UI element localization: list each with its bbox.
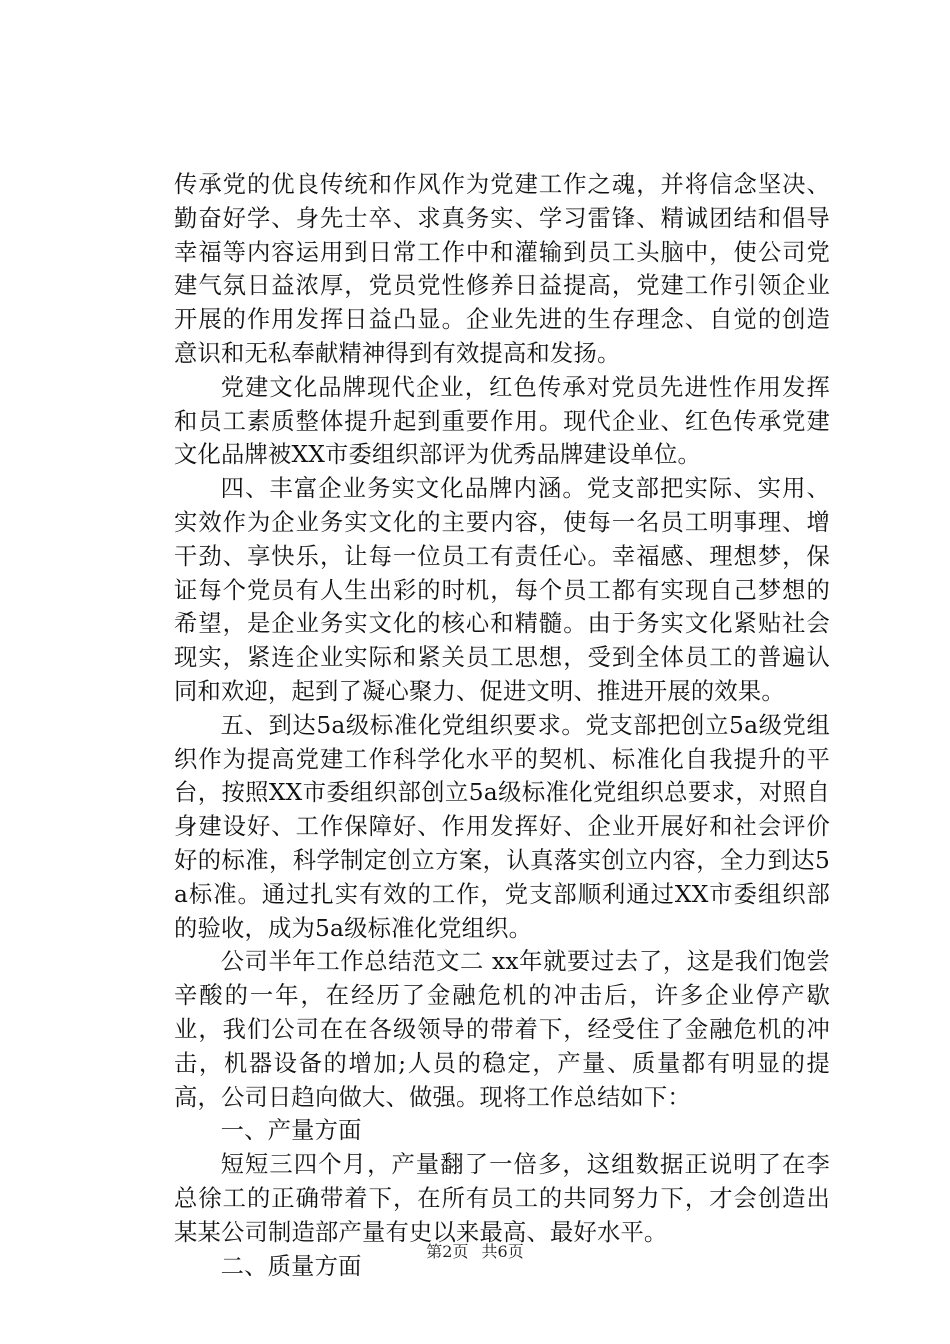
page-number: 第2页	[426, 1242, 469, 1261]
page-footer	[0, 1242, 950, 1262]
paragraph-3: 四、丰富企业务实文化品牌内涵。党支部把实际、实用、实效作为企业务实文化的主要内容，使每一名员工明事理、增干劲、享快乐，让每一位员工有责任心。幸福感、理想梦，保证每个党员有人生出彩的时机，每个员工都有实现自己梦想的希望，是企业务实文化的核心和精髓。由于务实文化紧贴社会现实，紧连企业实际和紧关员工思想，受到全体员工的普遍认同和欢迎，起到了凝心聚力、促进文明、推进开展的效果。	[174, 475, 830, 705]
section-heading-quality: 二、质量方面	[220, 1252, 362, 1280]
section-heading-output: 一、产量方面	[220, 1117, 362, 1145]
paragraph-2: 党建文化品牌现代企业，红色传承对党员先进性作用发挥和员工素质整体提升起到重要作用。现代企业、红色传承党建文化品牌被XX市委组织部评为优秀品牌建设单位。	[174, 373, 830, 469]
paragraph-4: 五、到达5a级标准化党组织要求。党支部把创立5a级党组织作为提高党建工作科学化水平的契机、标准化自我提升的平台，按照XX市委组织部创立5a级标准化党组织总要求，对照自身建设好、工作保障好、作用发挥好、企业开展好和社会评价好的标准，科学制定创立方案，认真落实创立内容，全力到达5a标准。通过扎实有效的工作，党支部顺利通过XX市委组织部的验收，成为5a级标准化党组织。	[174, 711, 830, 942]
page-total: 共6页	[481, 1242, 524, 1261]
document-body	[174, 168, 830, 1283]
paragraph-1: 传承党的优良传统和作风作为党建工作之魂，并将信念坚决、勤奋好学、身先士卒、求真务实、学习雷锋、精诚团结和倡导幸福等内容运用到日常工作中和灌输到员工头脑中，使公司党建气氛日益浓厚，党员党性修养日益提高，党建工作引领企业开展的作用发挥日益凸显。企业先进的生存理念、自觉的创造意识和无私奉献精神得到有效提高和发扬。	[174, 171, 830, 367]
paragraph-7: 短短三四个月，产量翻了一倍多，这组数据正说明了在李总徐工的正确带着下，在所有员工的共同努力下，才会创造出某某公司制造部产量有史以来最高、最好水平。	[174, 1151, 830, 1246]
paragraph-5: 公司半年工作总结范文二 xx年就要过去了，这是我们饱尝辛酸的一年，在经历了金融危机的冲击后，许多企业停产歇业，我们公司在在各级领导的带着下，经受住了金融危机的冲击，机器设备的增加;人员的稳定，产量、质量都有明显的提高，公司日趋向做大、做强。现将工作总结如下：	[174, 948, 830, 1111]
